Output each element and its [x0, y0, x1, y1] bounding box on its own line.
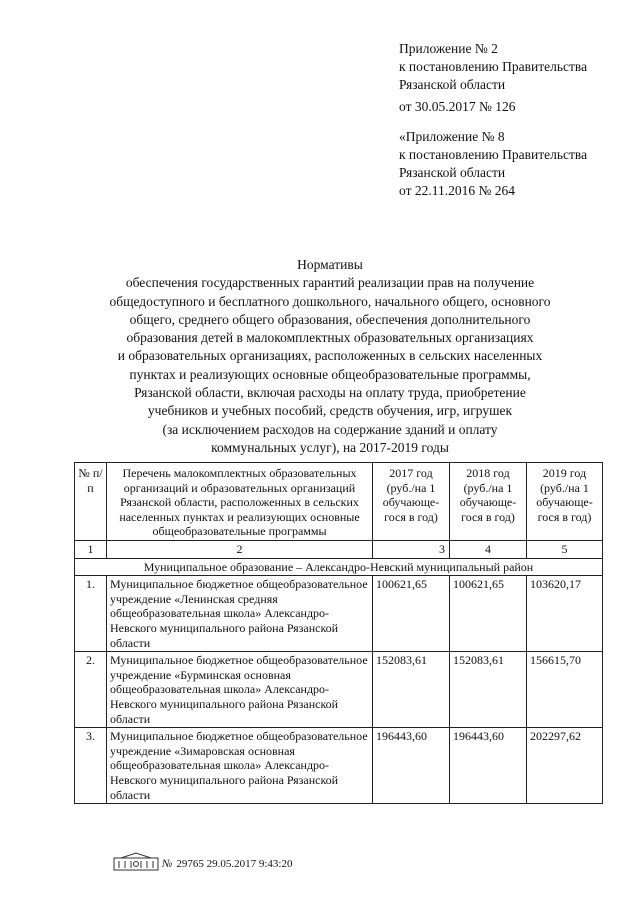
title-line: образования детей в малокомплектных образовательных организациях: [126, 330, 534, 346]
row-value-2019: 103620,17: [527, 576, 603, 652]
column-index: 1: [75, 540, 107, 558]
annex-prev-line-1: «Приложение № 8: [399, 129, 505, 144]
annex-line-2: к постановлению Правительства: [399, 59, 588, 74]
header-num: № п/п: [75, 463, 107, 541]
section-title: Муниципальное образование – Александро-Невский муниципальный район: [75, 558, 603, 576]
column-index-row: [75, 540, 603, 558]
norms-table: [74, 462, 603, 804]
row-name: Муниципальное бюджетное общеобразовательное учреждение «Бурминская основная общеобразовательная школа» Александро-Невского муниципального района Рязанской области: [107, 652, 373, 728]
table-row: [75, 576, 603, 652]
annex-prev-block: [399, 128, 587, 200]
column-index: 3: [373, 540, 450, 558]
title-line: (за исключением расходов на содержание зданий и оплату: [162, 421, 498, 437]
table-row: [75, 652, 603, 728]
annex-prev-line-4: от 22.11.2016 № 264: [399, 183, 515, 198]
registration-stamp-icon: [113, 852, 159, 872]
annex-line-3: Рязанской области: [399, 77, 506, 92]
title-line: пунктах и реализующих основные общеобразовательные программы,: [129, 366, 531, 382]
title-line: общего, среднего общего образования, обеспечения дополнительного: [129, 311, 531, 327]
registration-footer: [162, 858, 293, 870]
annex-prev-line-3: Рязанской области: [399, 165, 506, 180]
column-index: 4: [450, 540, 527, 558]
title-line: общедоступного и бесплатного дошкольного, начального общего, основного: [109, 293, 551, 309]
section-row: [75, 558, 603, 576]
row-value-2017: 100621,65: [373, 576, 450, 652]
title-line: учебников и учебных пособий, средств обучения, игр, игрушек: [147, 403, 513, 419]
title-line: Рязанской области, включая расходы на оплату труда, приобретение: [134, 385, 526, 401]
row-name: Муниципальное бюджетное общеобразовательное учреждение «Ленинская средняя общеобразовательная школа» Александро-Невского муниципального района Рязанской области: [107, 576, 373, 652]
title-heading: Нормативы: [297, 257, 363, 272]
row-num: 2.: [75, 652, 107, 728]
row-num: 3.: [75, 728, 107, 804]
annex-prev-line-2: к постановлению Правительства: [399, 147, 588, 162]
title-line: коммунальных услуг), на 2017-2019 годы: [211, 439, 449, 455]
title-line: обеспечения государственных гарантий реализации прав на получение: [125, 275, 535, 291]
header-2017: 2017 год (руб./на 1 обучающе-гося в год): [373, 463, 450, 541]
header-2019: 2019 год (руб./на 1 обучающе-гося в год): [527, 463, 603, 541]
row-value-2017: 152083,61: [373, 652, 450, 728]
row-value-2018: 152083,61: [450, 652, 527, 728]
document-title: [70, 256, 590, 457]
row-name: Муниципальное бюджетное общеобразовательное учреждение «Зимаровская основная общеобразовательная школа» Александро-Невского муниципального района Рязанской области: [107, 728, 373, 804]
annex-block: [399, 40, 587, 116]
header-list: Перечень малокомплектных образовательных организаций и образовательных организаций Рязанской области, расположенных в сельских населенных пунктах и реализующих основные общеобразовательные программы: [107, 463, 373, 541]
column-index: 2: [107, 540, 373, 558]
row-value-2018: 196443,60: [450, 728, 527, 804]
registration-stamp-text: 29765 29.05.2017 9:43:20: [176, 858, 293, 870]
row-num: 1.: [75, 576, 107, 652]
annex-line-1: Приложение № 2: [399, 41, 498, 56]
row-value-2017: 196443,60: [373, 728, 450, 804]
row-value-2018: 100621,65: [450, 576, 527, 652]
title-line: и образовательных организациях, расположенных в сельских населенных: [117, 348, 543, 364]
row-value-2019: 202297,62: [527, 728, 603, 804]
table-row: [75, 728, 603, 804]
row-value-2019: 156615,70: [527, 652, 603, 728]
annex-line-4: от 30.05.2017 № 126: [399, 99, 516, 114]
table-header-row: [75, 463, 603, 541]
number-sign: №: [162, 858, 173, 870]
header-2018: 2018 год (руб./на 1 обучающе-гося в год): [450, 463, 527, 541]
column-index: 5: [527, 540, 603, 558]
